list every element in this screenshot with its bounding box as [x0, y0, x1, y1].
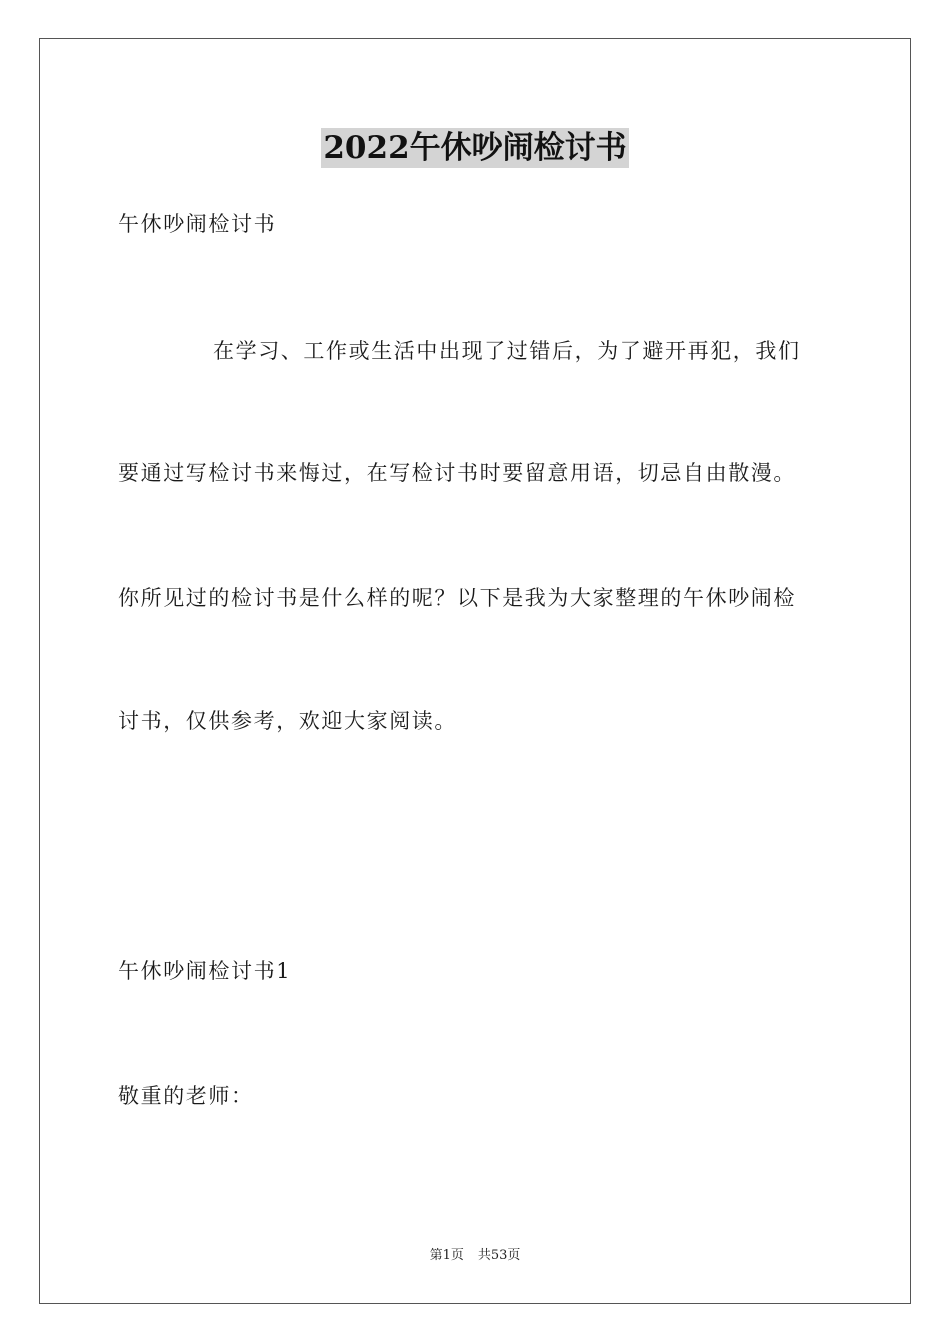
title-container	[0, 128, 950, 168]
intro-line-3: 你所见过的检讨书是什么样的呢？以下是我为大家整理的午休吵闹检	[118, 586, 796, 610]
page-footer	[0, 1247, 950, 1265]
page-number-total: 共53页	[477, 1248, 521, 1263]
document-subtitle: 午休吵闹检讨书	[118, 212, 277, 236]
intro-line-4: 讨书，仅供参考，欢迎大家阅读。	[118, 709, 457, 733]
document-title: 2022午休吵闹检讨书	[323, 130, 627, 166]
section-heading: 午休吵闹检讨书1	[118, 959, 292, 983]
intro-line-1: 在学习、工作或生活中出现了过错后，为了避开再犯，我们	[213, 339, 801, 363]
salutation: 敬重的老师：	[118, 1084, 254, 1108]
page-number-current: 第1页	[429, 1248, 464, 1263]
intro-line-2: 要通过写检讨书来悔过，在写检讨书时要留意用语，切忌自由散漫。	[118, 461, 796, 485]
